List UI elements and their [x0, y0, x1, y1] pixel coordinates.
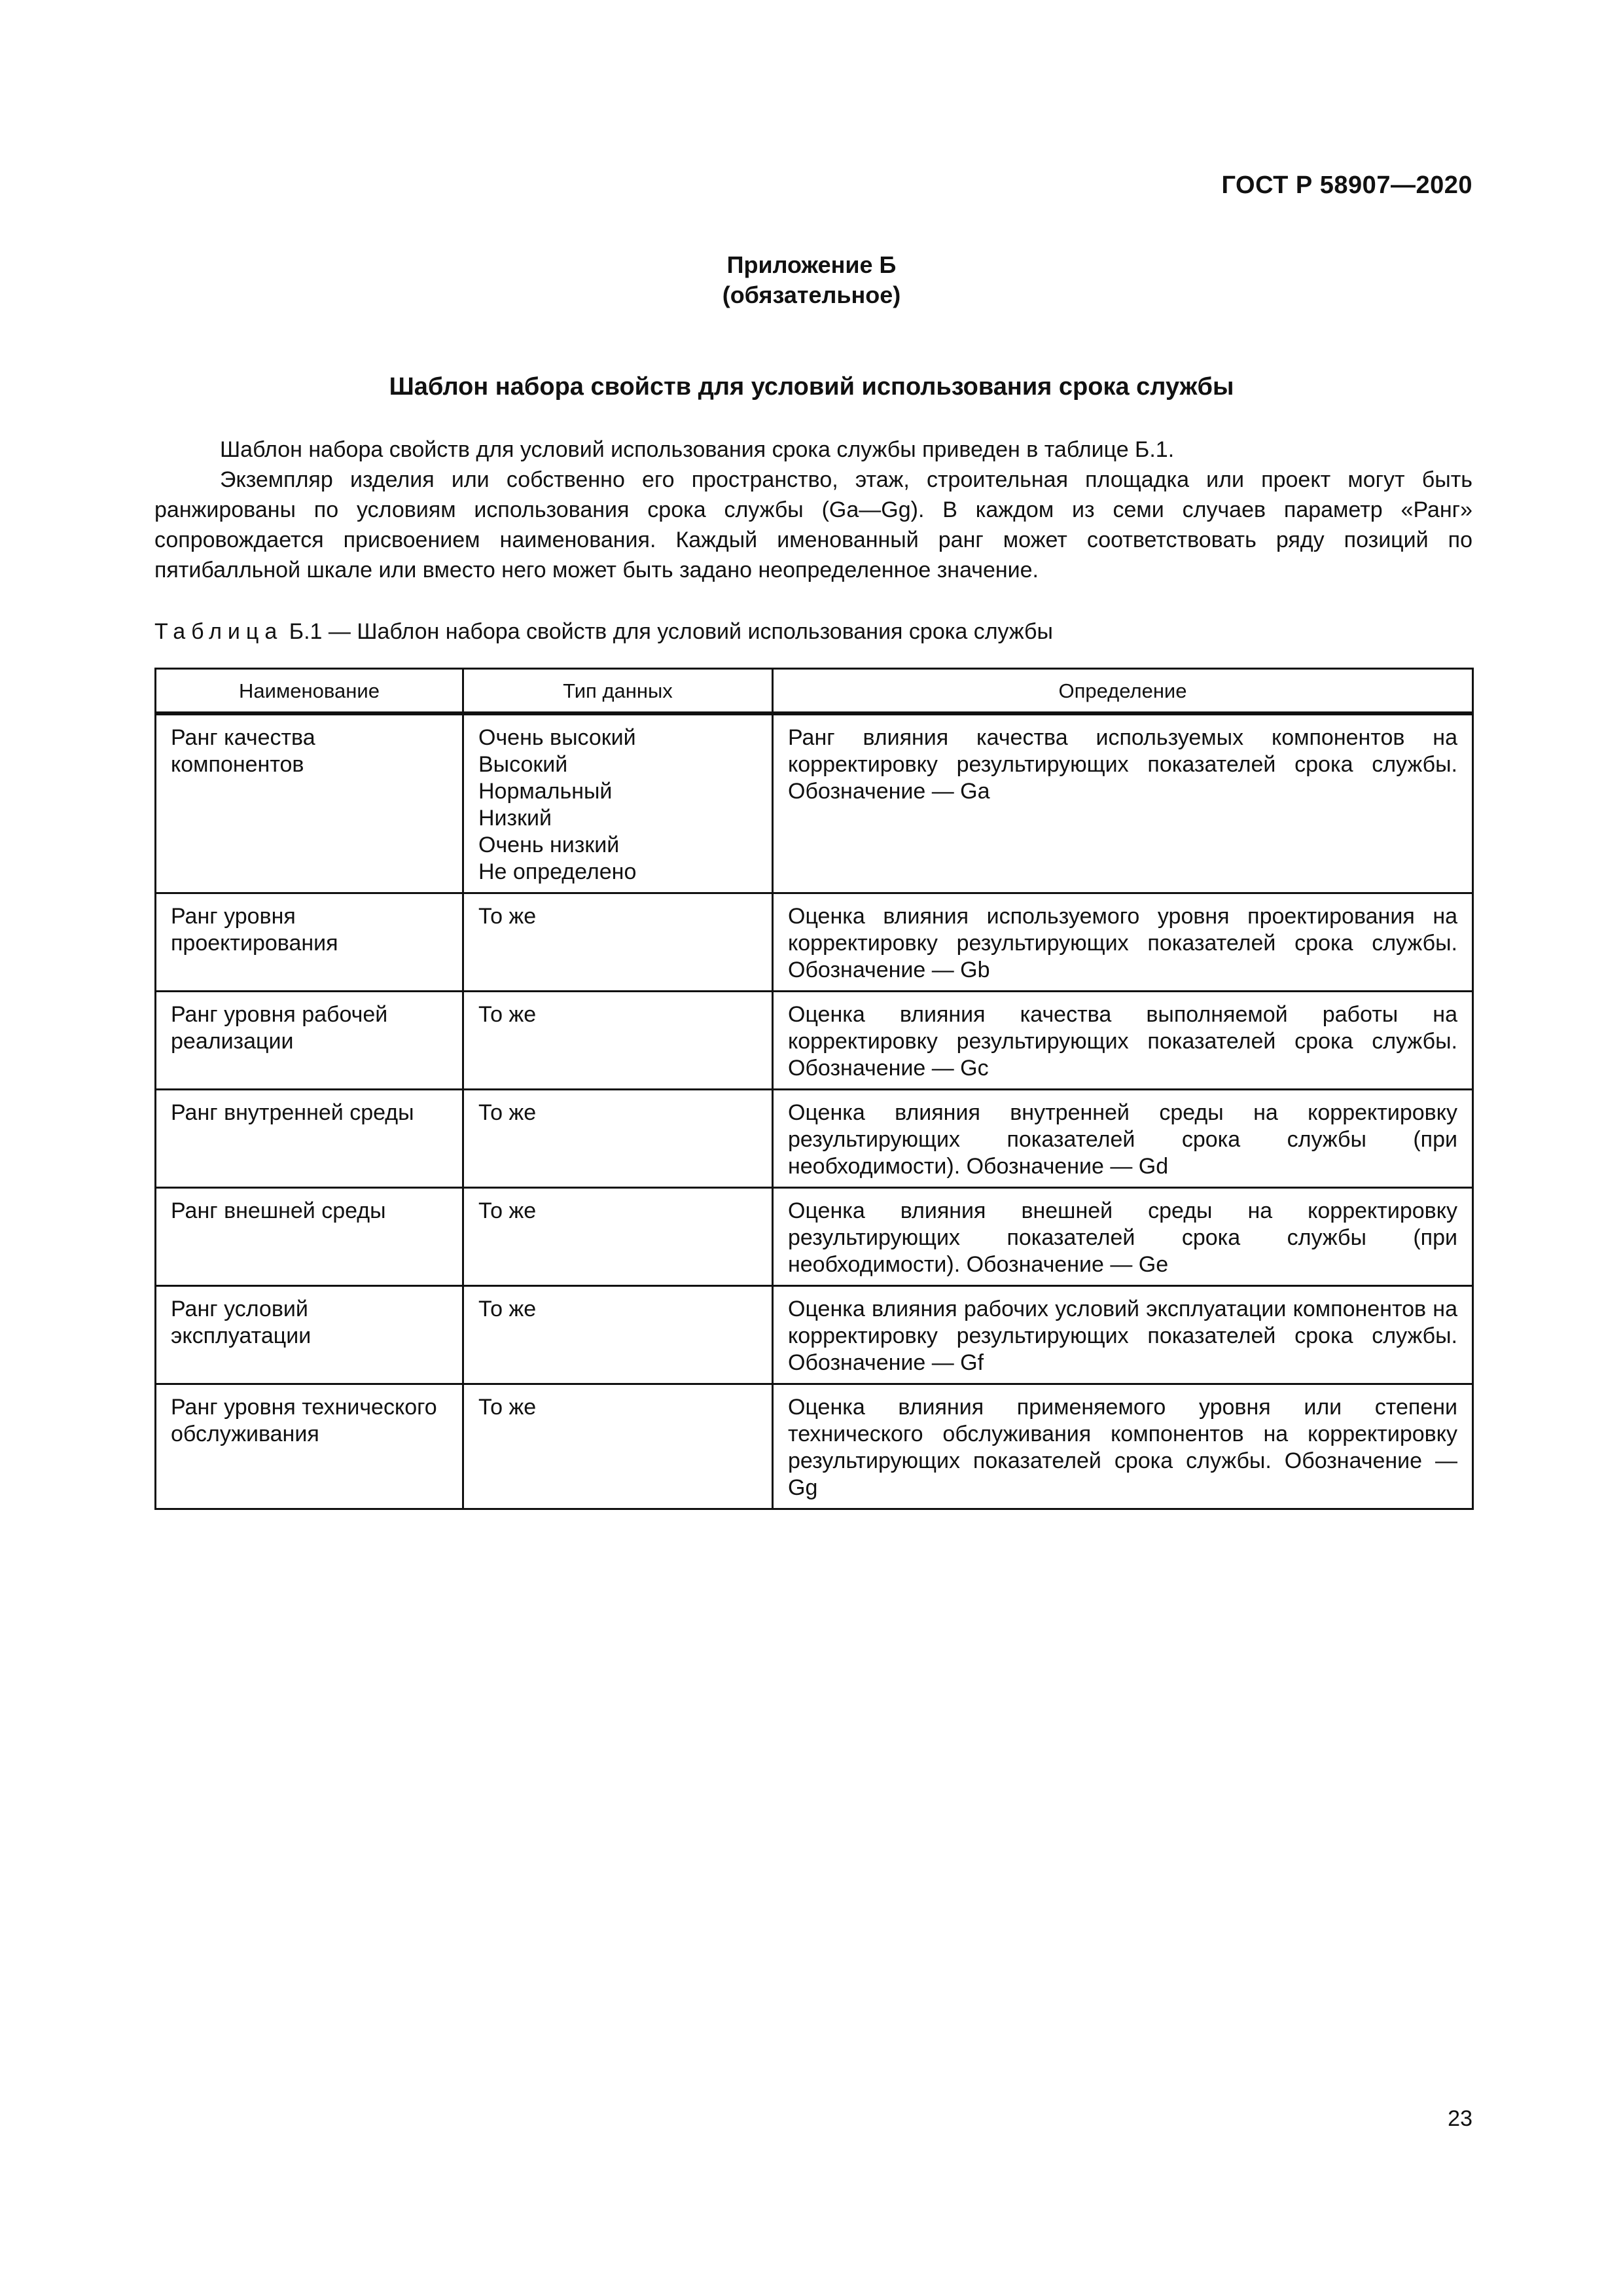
cell-definition: Оценка влияния рабочих условий эксплуатации компонентов на корректировку результирующих показателей срока службы. Обозначение — Gf — [773, 1286, 1473, 1384]
header-type: Тип данных — [463, 669, 773, 714]
type-option: Нормальный — [478, 779, 613, 804]
cell-type: То же — [463, 992, 773, 1090]
paragraph: Экземпляр изделия или собственно его пространство, этаж, строительная площадка или проект могут быть ранжированы по условиям использования срока службы (Ga—Gg). В каждом из семи случаев параметр «Ранг» сопровождается присвоением наименования. Каждый именованный ранг может соответствовать ряду позиций по пятибалльной шкале или вместо него может быть задано неопределенное значение. — [154, 467, 1472, 583]
standard-code: ГОСТ Р 58907—2020 — [1221, 171, 1472, 199]
properties-table — [154, 668, 1474, 1510]
type-option: Не определено — [478, 859, 637, 884]
cell-type: То же — [463, 1188, 773, 1286]
cell-type — [463, 713, 773, 893]
cell-name: Ранг условий эксплуатации — [156, 1286, 463, 1384]
table-row — [156, 1384, 1473, 1509]
table-caption-text: Б.1 — Шаблон набора свойств для условий использования срока службы — [289, 619, 1053, 644]
table-row — [156, 713, 1473, 893]
cell-name: Ранг уровня рабочей реализации — [156, 992, 463, 1090]
cell-definition: Ранг влияния качества используемых компонентов на корректировку результирующих показателей срока службы. Обозначение — Ga — [773, 713, 1473, 893]
type-option: Очень низкий — [478, 833, 620, 857]
cell-name: Ранг качества компонентов — [156, 713, 463, 893]
cell-type: То же — [463, 893, 773, 992]
cell-name: Ранг внешней среды — [156, 1188, 463, 1286]
cell-definition: Оценка влияния применяемого уровня или степени технического обслуживания компонентов на корректировку результирующих показателей срока службы. Обозначение — Gg — [773, 1384, 1473, 1509]
section-title: Шаблон набора свойств для условий использования срока службы — [389, 373, 1234, 401]
cell-type: То же — [463, 1090, 773, 1188]
page-number: 23 — [1448, 2106, 1472, 2131]
table-header-row — [156, 669, 1473, 714]
cell-definition: Оценка влияния внешней среды на корректировку результирующих показателей срока службы (при необходимости). Обозначение — Ge — [773, 1188, 1473, 1286]
table-row — [156, 992, 1473, 1090]
cell-type: То же — [463, 1384, 773, 1509]
cell-name: Ранг уровня проектирования — [156, 893, 463, 992]
cell-definition: Оценка влияния используемого уровня проектирования на корректировку результирующих показателей срока службы. Обозначение — Gb — [773, 893, 1473, 992]
cell-definition: Оценка влияния качества выполняемой работы на корректировку результирующих показателей срока службы. Обозначение — Gc — [773, 992, 1473, 1090]
cell-name: Ранг внутренней среды — [156, 1090, 463, 1188]
type-option: Низкий — [478, 806, 552, 831]
header-definition: Определение — [773, 669, 1473, 714]
table-row — [156, 1090, 1473, 1188]
cell-name: Ранг уровня технического обслуживания — [156, 1384, 463, 1509]
table-row — [156, 1286, 1473, 1384]
body-text — [154, 435, 1472, 585]
type-option: Высокий — [478, 752, 568, 777]
table-caption — [154, 619, 1053, 645]
table-caption-label: Таблица — [154, 619, 283, 644]
header-name: Наименование — [156, 669, 463, 714]
appendix-title: Приложение Б — [726, 251, 897, 278]
cell-definition: Оценка влияния внутренней среды на корректировку результирующих показателей срока службы (при необходимости). Обозначение — Gd — [773, 1090, 1473, 1188]
type-option: Очень высокий — [478, 725, 636, 750]
table-row — [156, 893, 1473, 992]
cell-type: То же — [463, 1286, 773, 1384]
appendix-status: (обязательное) — [722, 281, 901, 308]
table-row — [156, 1188, 1473, 1286]
paragraph: Шаблон набора свойств для условий использования срока службы приведен в таблице Б.1. — [220, 437, 1175, 462]
